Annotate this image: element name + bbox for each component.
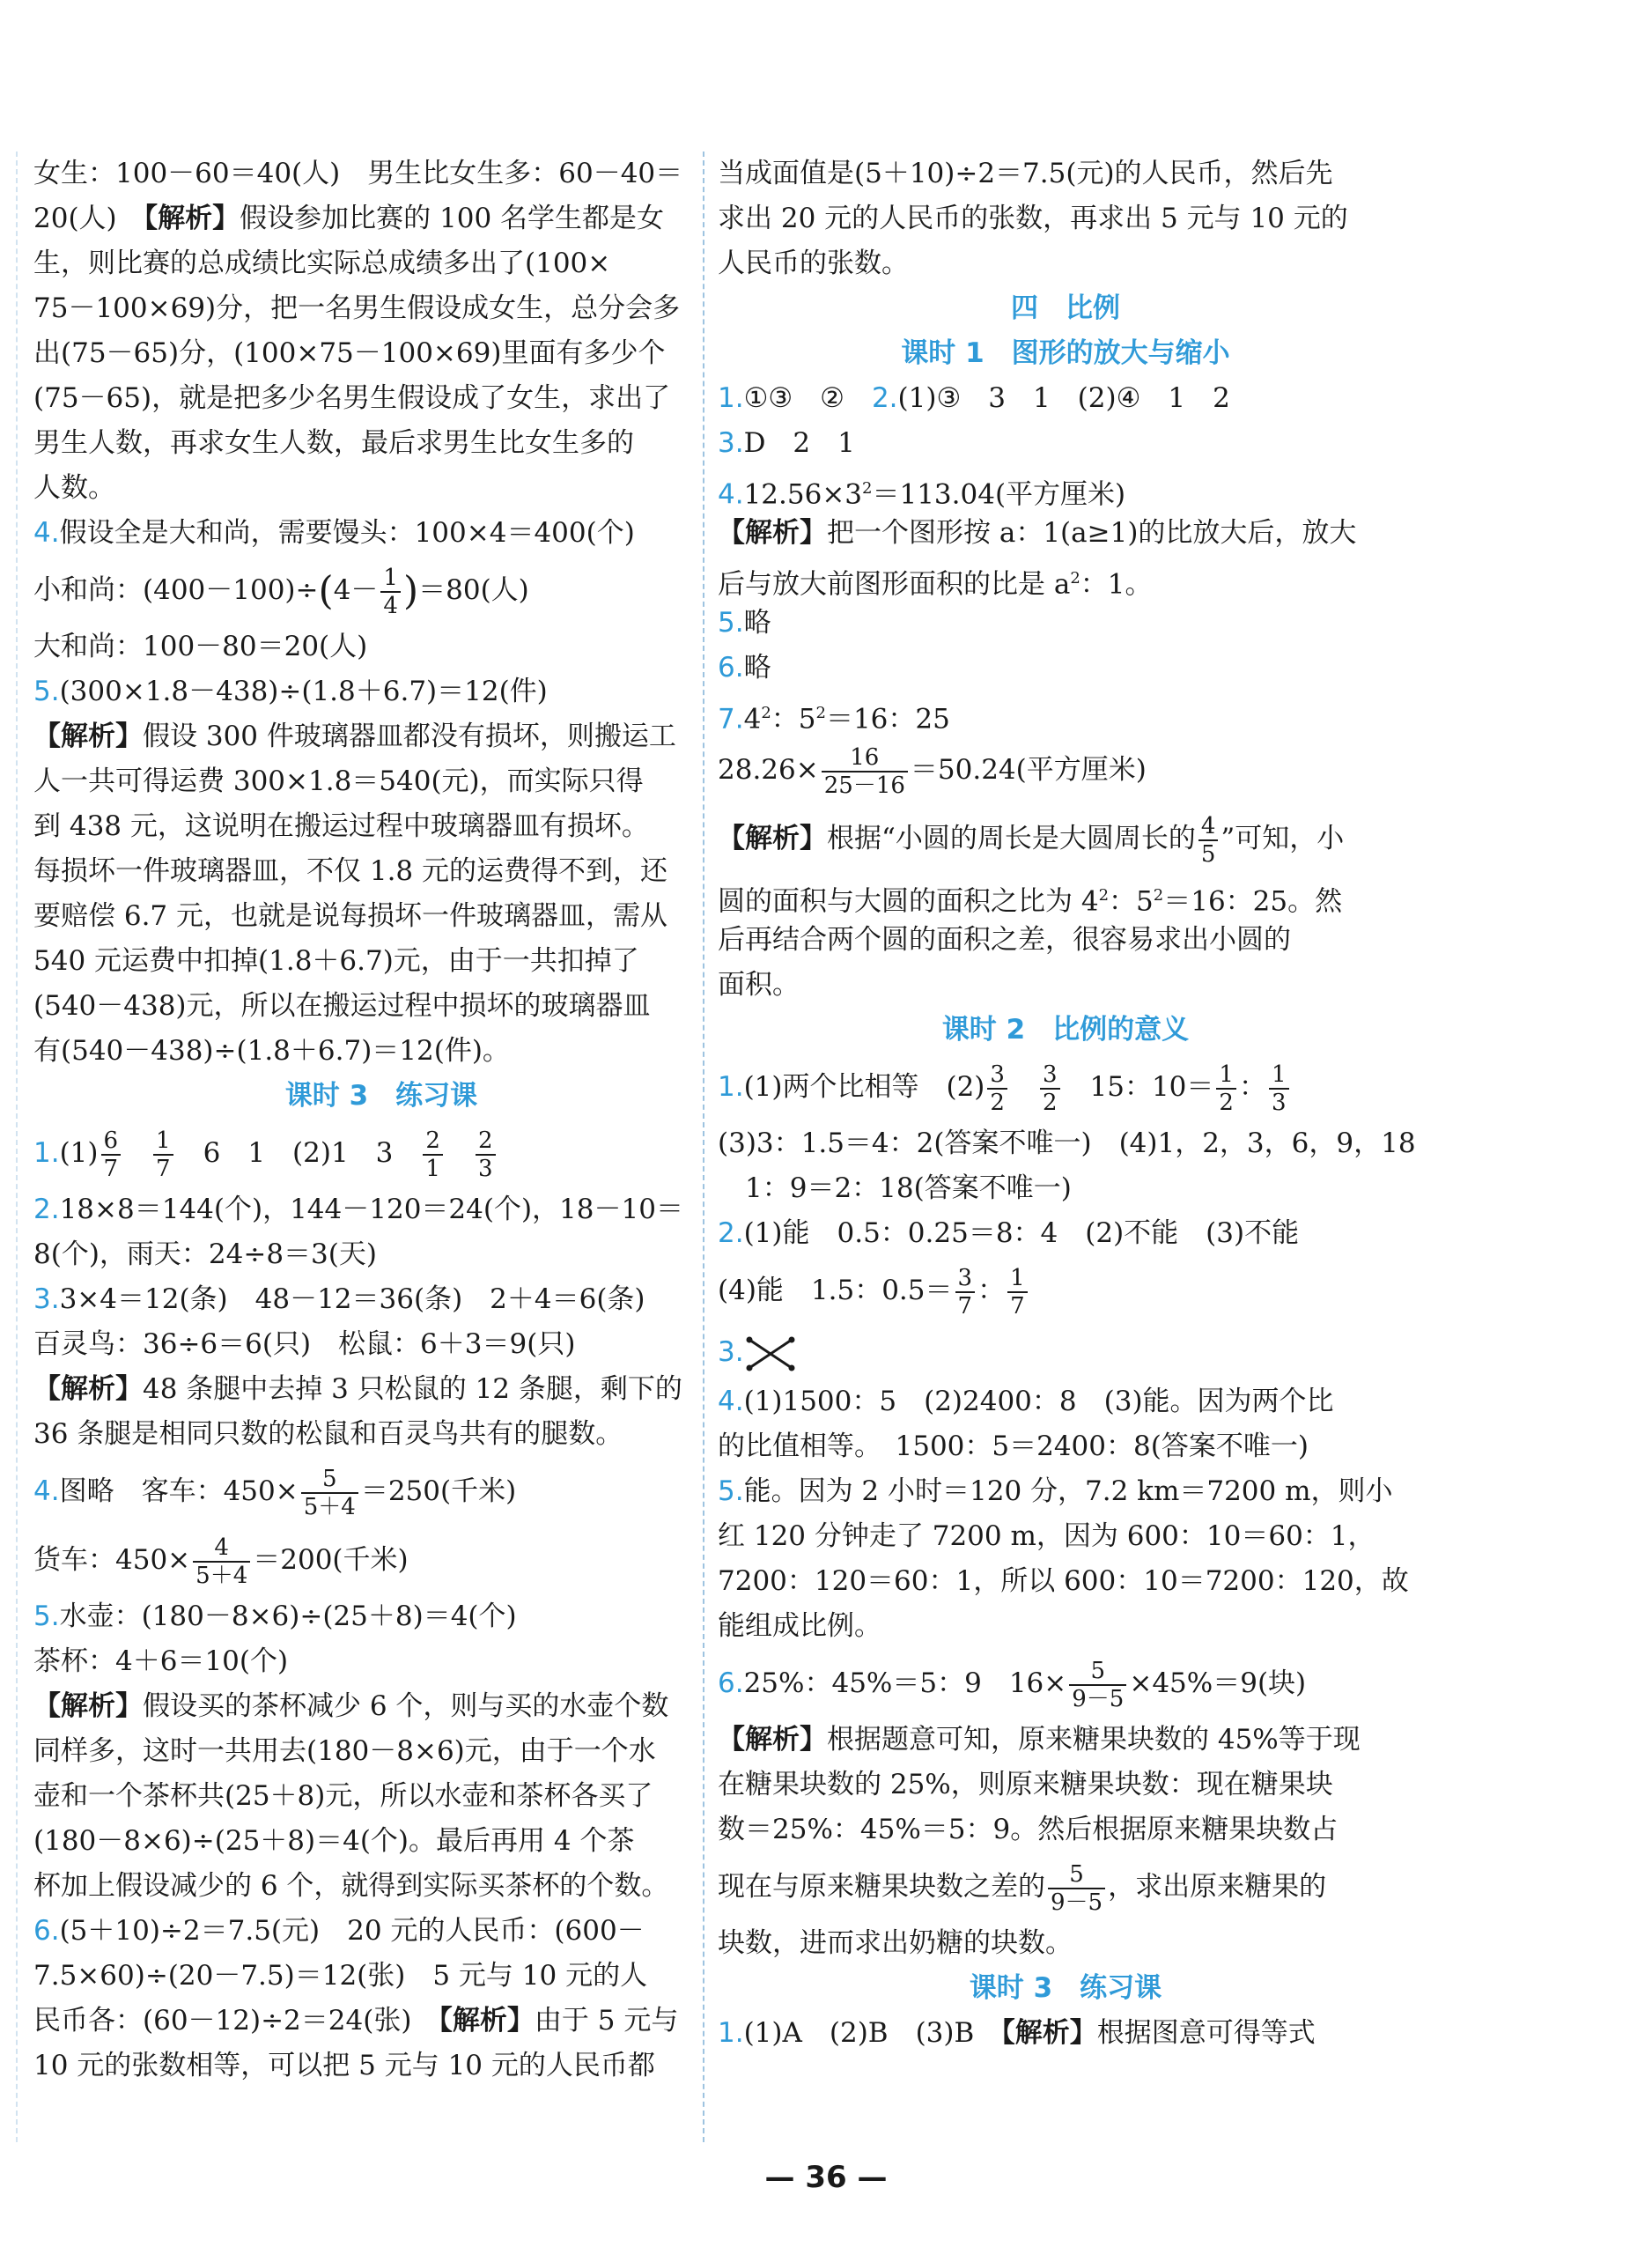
question-number: 5. <box>33 676 60 707</box>
text-line: 540 元运费中扣掉(1.8＋6.7)元，由于一共扣掉了 <box>33 945 639 977</box>
question-4 <box>718 466 1413 511</box>
text-line: 7.5×60)÷(20－7.5)＝12(张) 5 元与 10 元的人 <box>33 1960 648 1992</box>
denominator: 1 <box>425 1155 440 1182</box>
fraction <box>822 744 908 799</box>
text-line: 杯加上假设减少的 6 个，就得到实际买茶杯的个数。 <box>33 1870 669 1902</box>
question-6 <box>718 646 1413 691</box>
page-number: — 36 — <box>764 2160 888 2195</box>
text-line: 要赔偿 6.7 元，也就是说每损坏一件玻璃器皿，需从 <box>33 900 668 932</box>
text: 18×8＝144(个)，144－120＝24(个)，18－10＝ <box>59 1194 683 1225</box>
numerator: 5 <box>1048 1861 1105 1889</box>
question-number: 4. <box>33 517 60 549</box>
text-line: 36 条腿是相同只数的松鼠和百灵鸟共有的腿数。 <box>33 1418 623 1450</box>
text: (1) <box>59 1137 99 1169</box>
question-number: 1. <box>718 2017 744 2049</box>
denominator: 25－16 <box>823 772 905 799</box>
text: 图略 客车：450× <box>59 1475 299 1507</box>
text-line: 男生人数，再求女生人数，最后求男生比女生多的 <box>33 427 634 459</box>
question-2 <box>718 1211 1413 1256</box>
text-line: 7200：120＝60：1，所以 600：10＝7200：120，故 <box>718 1565 1409 1597</box>
text-line: 每损坏一件玻璃器皿，不仅 1.8 元的运费得不到，还 <box>33 855 668 887</box>
denominator: 7 <box>957 1292 973 1320</box>
paren: ) <box>402 568 419 614</box>
analysis-label: 【解析】 <box>718 517 827 549</box>
text: 民币各：(60－12)÷2＝24(张) <box>33 2005 439 2037</box>
text-line: 块数，进而求出奶糖的块数。 <box>718 1927 1073 1959</box>
text: 略 <box>743 652 771 684</box>
text-line: 生，则比赛的总成绩比实际总成绩多出了(100× <box>33 248 611 279</box>
text-line <box>718 1852 1413 1921</box>
fraction <box>1007 1265 1028 1320</box>
denominator: 5 <box>1200 840 1216 868</box>
text: 4 <box>743 703 762 736</box>
text: ＝80(人) <box>418 574 529 606</box>
text: (1)两个比相等 (2) <box>743 1071 985 1103</box>
numerator: 4 <box>1198 813 1219 841</box>
left-column <box>33 152 729 2088</box>
text-line <box>33 1999 729 2044</box>
question-3 <box>718 421 1413 466</box>
text: 根据题意可知，原来糖果块数的 45%等于现 <box>827 1724 1361 1756</box>
text-line: 到 438 元，这说明在搬运过程中玻璃器皿有损坏。 <box>33 810 649 842</box>
denominator: 3 <box>1271 1089 1287 1116</box>
numerator: 3 <box>987 1061 1007 1090</box>
question-number: 5. <box>33 1600 60 1632</box>
text-line: 女生：100－60＝40(人) 男生比女生多：60－40＝ <box>33 158 683 189</box>
denominator: 2 <box>1219 1089 1234 1116</box>
text-line: 人数。 <box>33 472 115 504</box>
text-line <box>718 556 1413 601</box>
text-line: 茶杯：4＋6＝10(个) <box>33 1645 289 1677</box>
fraction <box>476 1127 496 1182</box>
text: ，求出原来糖果的 <box>1108 1871 1327 1903</box>
page-edge-rule <box>16 152 18 2142</box>
analysis-label: 【解析】 <box>439 2005 535 2037</box>
text-line: 10 元的张数相等，可以把 5 元与 10 元的人民币都 <box>33 2050 655 2081</box>
text-line: 求出 20 元的人民币的张数，再求出 5 元与 10 元的 <box>718 203 1348 234</box>
question-number: 1. <box>718 382 744 414</box>
analysis-label: 【解析】 <box>33 1690 143 1722</box>
text-line: 红 120 分钟走了 7200 m，因为 600：10＝60：1， <box>718 1520 1375 1552</box>
text: 现在与原来糖果块数之差的 <box>718 1871 1045 1903</box>
text-line: 面积。 <box>718 969 800 1001</box>
fraction <box>380 565 401 619</box>
exponent: 2 <box>815 704 826 722</box>
question-number: 1. <box>33 1137 60 1169</box>
text-line <box>718 804 1413 873</box>
text: (1)③ 3 1 (2)④ 1 2 <box>897 382 1230 414</box>
fraction <box>1198 813 1219 868</box>
text: 假设买的茶杯减少 6 个，则与买的水壶个数 <box>143 1690 669 1722</box>
denominator: 5＋4 <box>303 1493 356 1520</box>
question-5 <box>718 601 1413 646</box>
question-number: 3. <box>33 1283 60 1315</box>
text-line <box>718 1718 1413 1763</box>
question-number: 7. <box>718 703 744 736</box>
text: 6 1 (2)1 3 <box>175 1137 421 1169</box>
text: 15：10＝ <box>1062 1071 1214 1103</box>
text: 3×4＝12(条) 48－12＝36(条) 2＋4＝6(条) <box>59 1283 645 1315</box>
denominator: 9－5 <box>1072 1685 1125 1712</box>
exponent: 2 <box>1153 886 1164 905</box>
right-column <box>718 152 1416 2056</box>
text: 20(人) <box>33 203 144 234</box>
numerator: 1 <box>1007 1265 1028 1293</box>
text-line <box>33 714 729 759</box>
text: 25%：45%＝5：9 16× <box>743 1667 1067 1699</box>
text-line: (540－438)元，所以在搬运过程中损坏的玻璃器皿 <box>33 990 651 1022</box>
text-line <box>33 1684 729 1729</box>
fraction <box>1069 1658 1126 1712</box>
question-4 <box>718 1379 1413 1424</box>
text-line: 75－100×69)分，把一名男生假设成女生，总分会多 <box>33 292 681 324</box>
text: 假设全是大和尚，需要馒头：100×4＝400(个) <box>59 517 635 549</box>
question-number: 6. <box>718 652 744 684</box>
fraction <box>423 1127 443 1182</box>
text: ： <box>1238 1071 1266 1103</box>
text: ×45%＝9(块) <box>1129 1667 1307 1699</box>
text-line <box>718 736 1413 804</box>
fraction <box>1269 1061 1289 1116</box>
question-7 <box>718 691 1413 736</box>
question-number: 6. <box>718 1667 744 1699</box>
denominator: 7 <box>103 1155 119 1182</box>
text-line <box>33 556 729 625</box>
section-heading: 课时 2 比例的意义 <box>941 1014 1190 1046</box>
paren: ( <box>318 568 334 614</box>
question-6 <box>718 1649 1413 1718</box>
denominator: 5＋4 <box>195 1562 248 1589</box>
denominator: 3 <box>477 1155 493 1182</box>
question-number: 4. <box>718 478 744 511</box>
fraction <box>955 1265 976 1320</box>
text: ①③ ② <box>743 382 872 414</box>
question-number: 1. <box>718 1071 744 1103</box>
denominator: 7 <box>1010 1292 1025 1320</box>
text: 由于 5 元与 <box>534 2005 679 2037</box>
text-line: 百灵鸟：36÷6＝6(只) 松鼠：6＋3＝9(只) <box>33 1328 576 1360</box>
fraction <box>987 1061 1007 1116</box>
question-number: 6. <box>33 1915 60 1947</box>
text-line: 8(个)，雨天：24÷8＝3(天) <box>33 1238 377 1270</box>
text: 28.26× <box>718 754 819 786</box>
text-line: 能组成比例。 <box>718 1610 881 1642</box>
question-1 <box>718 1053 1413 1121</box>
text-line: (180－8×6)÷(25＋8)＝4(个)。最后再用 4 个茶 <box>33 1825 635 1857</box>
fraction <box>101 1127 122 1182</box>
text: 货车：450× <box>33 1544 191 1576</box>
text: ：1。 <box>1080 568 1153 601</box>
text: ： <box>977 1275 1006 1306</box>
text: ：5 <box>771 703 816 736</box>
numerator: 5 <box>301 1466 358 1494</box>
numerator: 1 <box>1216 1061 1236 1090</box>
numerator: 6 <box>101 1127 122 1156</box>
matching-lines-icon <box>744 1334 797 1373</box>
section-heading: 课时 1 图形的放大与缩小 <box>901 337 1230 369</box>
numerator: 3 <box>1040 1061 1060 1090</box>
text-line: 出(75－65)分，(100×75－100×69)里面有多少个 <box>33 337 666 369</box>
numerator: 1 <box>380 565 401 593</box>
text: 小和尚：(400－100)÷ <box>33 574 319 606</box>
denominator: 4 <box>383 592 398 619</box>
question-1 <box>718 2011 1413 2056</box>
question-number: 3. <box>718 1336 744 1368</box>
text-line <box>33 196 729 241</box>
text-line: 1：9＝2：18(答案不唯一) <box>718 1172 1072 1204</box>
question-5 <box>33 669 729 714</box>
question-number: 3. <box>718 427 744 459</box>
text-line: 在糖果块数的 25%，则原来糖果块数：现在糖果块 <box>718 1769 1333 1800</box>
fraction <box>1048 1861 1105 1916</box>
text: 根据“小圆的周长是大圆周长的 <box>827 823 1196 854</box>
text: 后与放大前图形面积的比是 a <box>718 568 1071 601</box>
exercise-4 <box>33 1457 729 1526</box>
analysis-label: 【解析】 <box>1001 2017 1097 2049</box>
text-line: (3)3：1.5＝4：2(答案不唯一) (4)1，2，3，6，9，18 <box>718 1127 1416 1159</box>
text: (1)A (2)B (3)B <box>743 2017 1002 2049</box>
text: 12.56×3 <box>743 478 863 511</box>
text: 把一个图形按 a：1(a≥1)的比放大后，放大 <box>827 517 1357 549</box>
denominator: 7 <box>156 1155 171 1182</box>
question-number: 2. <box>718 1217 744 1249</box>
text: ：5 <box>1109 885 1154 918</box>
question-number: 5. <box>718 607 744 639</box>
text-line: 人民币的张数。 <box>718 248 909 279</box>
exercise-5 <box>33 1594 729 1639</box>
text: (300×1.8－438)÷(1.8＋6.7)＝12(件) <box>59 676 548 707</box>
denominator: 2 <box>990 1089 1005 1116</box>
text-line <box>718 511 1413 556</box>
text-line <box>33 1526 729 1594</box>
numerator: 2 <box>423 1127 443 1156</box>
exponent: 2 <box>862 479 873 498</box>
text: (1)1500：5 (2)2400：8 (3)能。因为两个比 <box>743 1386 1334 1417</box>
numerator: 2 <box>476 1127 496 1156</box>
text: 圆的面积与大圆的面积之比为 4 <box>718 885 1099 918</box>
text: ＝50.24(平方厘米) <box>910 754 1147 786</box>
text: (1)能 0.5：0.25＝8：4 (2)不能 (3)不能 <box>743 1217 1300 1249</box>
text-line: 大和尚：100－80＝20(人) <box>33 631 368 662</box>
unit-heading: 四 比例 <box>1011 292 1120 324</box>
text-line: 有(540－438)÷(1.8＋6.7)＝12(件)。 <box>33 1035 510 1067</box>
question-5 <box>718 1469 1413 1514</box>
denominator: 2 <box>1042 1089 1058 1116</box>
analysis-label: 【解析】 <box>144 203 240 234</box>
question-1-2 <box>718 376 1413 421</box>
question-4 <box>33 511 729 556</box>
exponent: 2 <box>1070 569 1080 588</box>
numerator: 4 <box>193 1534 250 1563</box>
exercise-6 <box>33 1909 729 1954</box>
fraction <box>153 1127 173 1182</box>
fraction <box>1040 1061 1060 1116</box>
text: 4－ <box>333 574 379 606</box>
exercise-3 <box>33 1277 729 1322</box>
text: 水壶：(180－8×6)÷(25＋8)＝4(个) <box>59 1600 517 1632</box>
numerator: 5 <box>1069 1658 1126 1686</box>
numerator: 3 <box>955 1265 976 1293</box>
text: D 2 1 <box>743 427 855 459</box>
exercise-1 <box>33 1119 729 1187</box>
exponent: 2 <box>1098 886 1110 905</box>
text: (5＋10)÷2＝7.5(元) 20 元的人民币：(600－ <box>59 1915 645 1947</box>
text-line: 数＝25%：45%＝5：9。然后根据原来糖果块数占 <box>718 1814 1339 1845</box>
question-number: 2. <box>871 382 898 414</box>
fraction <box>301 1466 358 1520</box>
text: ＝16：25 <box>825 703 950 736</box>
text: 能。因为 2 小时＝120 分，7.2 km＝7200 m，则小 <box>743 1475 1393 1507</box>
exercise-2 <box>33 1187 729 1232</box>
text-line: 人一共可得运费 300×1.8＝540(元)，而实际只得 <box>33 765 644 797</box>
numerator: 16 <box>822 744 908 772</box>
text-line <box>718 1256 1413 1325</box>
text-line: 壶和一个茶杯共(25＋8)元，所以水壶和茶杯各买了 <box>33 1780 653 1812</box>
fraction <box>193 1534 250 1589</box>
analysis-label: 【解析】 <box>33 1373 143 1405</box>
section-heading: 课时 3 练习课 <box>969 1972 1162 2004</box>
analysis-label: 【解析】 <box>718 823 827 854</box>
numerator: 1 <box>1269 1061 1289 1090</box>
numerator: 1 <box>153 1127 173 1156</box>
question-number: 5. <box>718 1475 744 1507</box>
question-3 <box>718 1325 1413 1379</box>
text-line <box>718 873 1413 918</box>
text: ＝113.04(平方厘米) <box>872 478 1126 511</box>
text-line: 后再结合两个圆的面积之差，很容易求出小圆的 <box>718 924 1291 956</box>
question-number: 4. <box>718 1386 744 1417</box>
analysis-label: 【解析】 <box>718 1724 827 1756</box>
text: 假设参加比赛的 100 名学生都是女 <box>240 203 665 234</box>
text: ＝16：25。然 <box>1163 885 1343 918</box>
text: 略 <box>743 607 771 639</box>
fraction <box>1216 1061 1236 1116</box>
text-line: 当成面值是(5＋10)÷2＝7.5(元)的人民币，然后先 <box>718 158 1333 189</box>
text: 48 条腿中去掉 3 只松鼠的 12 条腿，剩下的 <box>143 1373 682 1405</box>
denominator: 9－5 <box>1051 1889 1103 1916</box>
text-line: 的比值相等。 1500：5＝2400：8(答案不唯一) <box>718 1430 1309 1462</box>
text: ＝250(千米) <box>360 1475 517 1507</box>
analysis-label: 【解析】 <box>33 721 143 752</box>
text: ”可知，小 <box>1221 823 1345 854</box>
text-line: (75－65)，就是把多少名男生假设成了女生，求出了 <box>33 382 671 414</box>
text-line: 同样多，这时一共用去(180－8×6)元，由于一个水 <box>33 1735 656 1767</box>
text: 假设 300 件玻璃器皿都没有损坏，则搬运工 <box>143 721 676 752</box>
question-number: 2. <box>33 1194 60 1225</box>
text: 根据图意可得等式 <box>1096 2017 1316 2049</box>
section-heading: 课时 3 练习课 <box>284 1080 478 1112</box>
exponent: 2 <box>761 704 771 722</box>
question-number: 4. <box>33 1475 60 1507</box>
text: ＝200(千米) <box>253 1544 409 1576</box>
text: (4)能 1.5：0.5＝ <box>718 1275 953 1306</box>
text-line <box>33 1367 729 1412</box>
